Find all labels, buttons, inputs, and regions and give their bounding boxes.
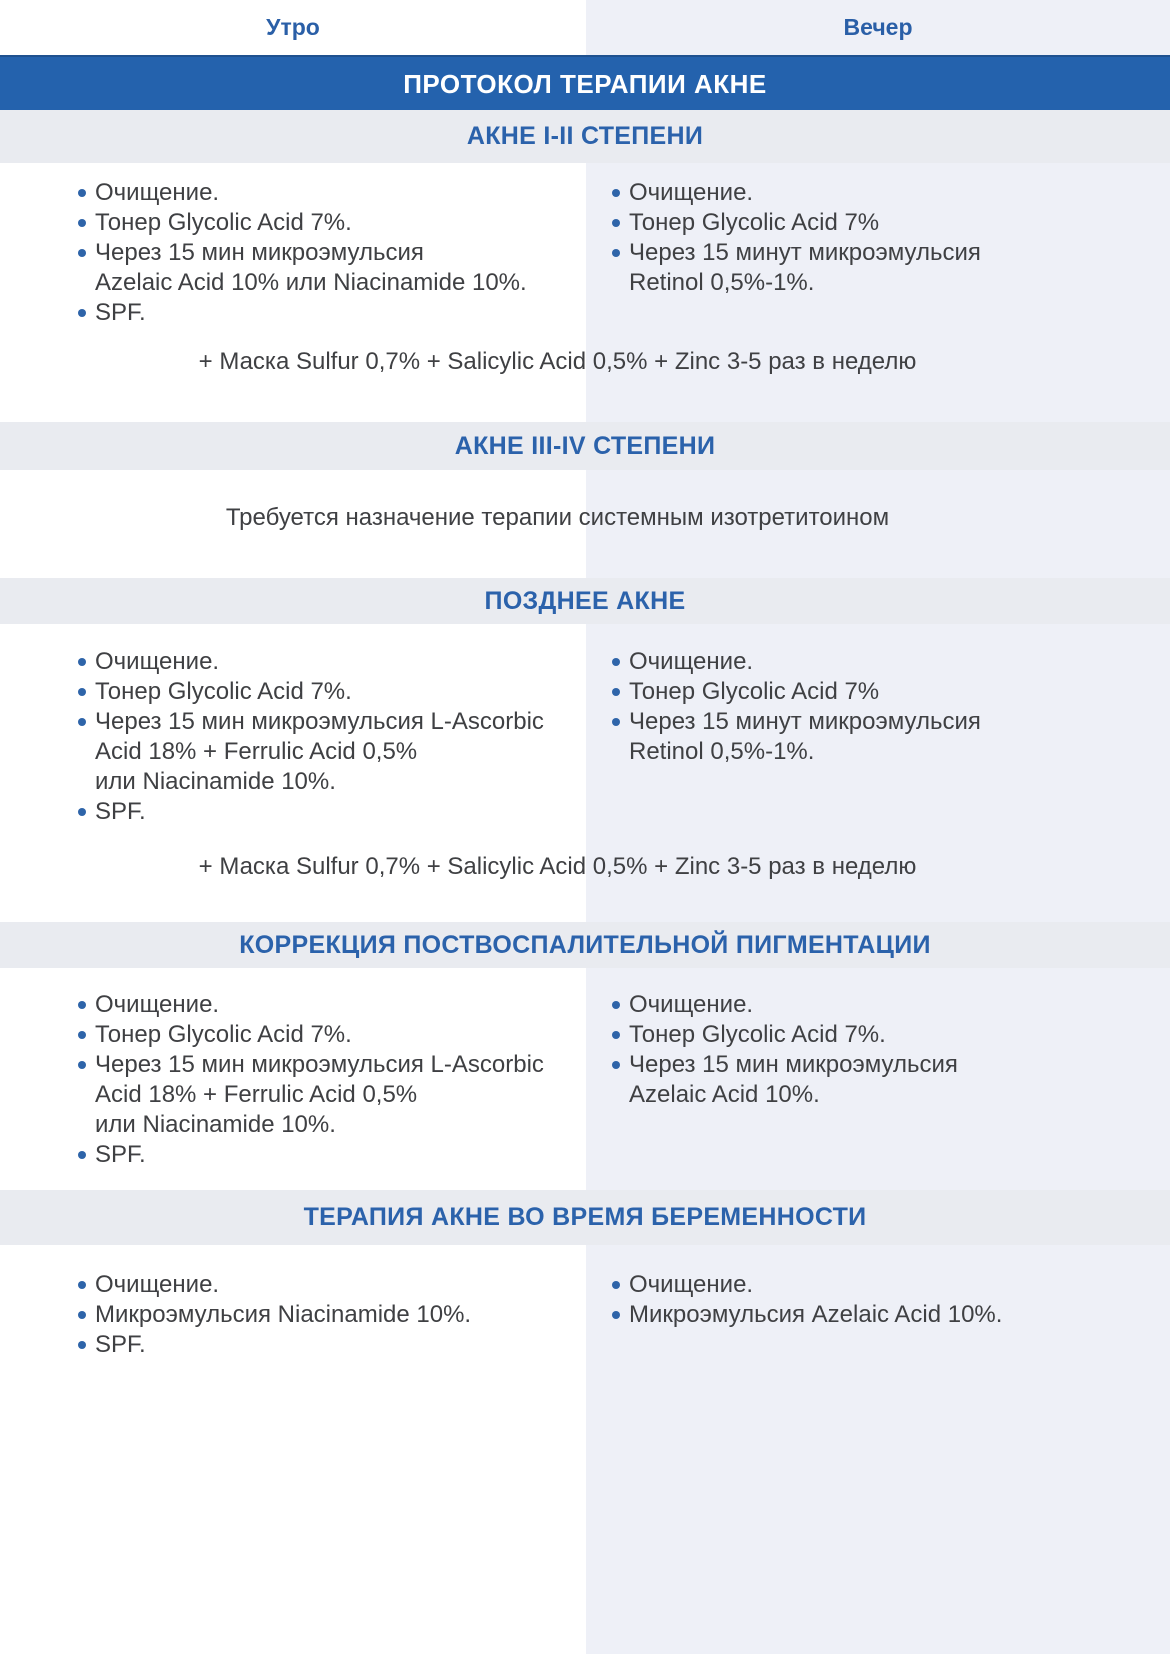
morning-list-late-acne xyxy=(0,647,586,827)
two-column-row xyxy=(0,1270,1170,1360)
mask-note-late-acne: + Маска Sulfur 0,7% + Salicylic Acid 0,5% + Zinc 3-5 раз в неделю xyxy=(198,853,917,880)
list-item: Через 15 мин микроэмульсия L-Ascorbic xyxy=(78,707,586,737)
list-item: Тонер Glycolic Acid 7% xyxy=(612,677,1170,707)
morning-list-acne-1-2 xyxy=(0,178,586,328)
section-content-pigmentation xyxy=(0,968,1170,1190)
list-item: Тонер Glycolic Acid 7%. xyxy=(612,1020,1170,1050)
column-headers xyxy=(0,0,1170,55)
document-title-banner: ПРОТОКОЛ ТЕРАПИИ АКНЕ xyxy=(0,55,1170,110)
list-item: Очищение. xyxy=(78,178,586,208)
list-item: Retinol 0,5%-1%. xyxy=(629,738,815,765)
systemic-therapy-note: Требуется назначение терапии системным изотретитоином xyxy=(225,504,890,531)
list-item: Acid 18% + Ferrulic Acid 0,5% xyxy=(95,738,418,765)
column-header-morning: Утро xyxy=(266,14,320,40)
morning-list-pregnancy xyxy=(0,1270,586,1360)
two-column-row xyxy=(0,990,1170,1170)
list-item: Микроэмульсия Azelaic Acid 10%. xyxy=(612,1300,1170,1330)
column-header-evening: Вечер xyxy=(843,14,913,40)
list-item: Тонер Glycolic Acid 7% xyxy=(612,208,1170,238)
list-item: Azelaic Acid 10%. xyxy=(629,1081,820,1108)
list-item: Через 15 минут микроэмульсия xyxy=(612,238,1170,268)
list-item: или Niacinamide 10%. xyxy=(95,1111,336,1138)
evening-list-pigmentation xyxy=(586,990,1170,1170)
list-item: Очищение. xyxy=(78,1270,586,1300)
list-item: Очищение. xyxy=(78,990,586,1020)
list-item: Очищение. xyxy=(78,647,586,677)
section-title-acne-3-4: АКНЕ III-IV СТЕПЕНИ xyxy=(0,422,1170,470)
two-column-row xyxy=(0,178,1170,328)
list-item: SPF. xyxy=(78,1330,586,1360)
evening-list-late-acne xyxy=(586,647,1170,827)
list-item: SPF. xyxy=(78,797,586,827)
section-content-acne-1-2 xyxy=(0,163,1170,422)
mask-note-acne-1-2: + Маска Sulfur 0,7% + Salicylic Acid 0,5% + Zinc 3-5 раз в неделю xyxy=(198,348,917,375)
section-content-pregnancy xyxy=(0,1245,1170,1654)
section-content-acne-3-4 xyxy=(0,470,1170,578)
list-item: Тонер Glycolic Acid 7%. xyxy=(78,1020,586,1050)
list-item: Azelaic Acid 10% или Niacinamide 10%. xyxy=(95,269,527,296)
morning-list-pigmentation xyxy=(0,990,586,1170)
list-item: Через 15 мин микроэмульсия L-Ascorbic xyxy=(78,1050,586,1080)
list-item: Очищение. xyxy=(612,1270,1170,1300)
section-title-late-acne: ПОЗДНЕЕ АКНЕ xyxy=(0,578,1170,624)
section-content-late-acne xyxy=(0,624,1170,922)
list-item: или Niacinamide 10%. xyxy=(95,768,336,795)
section-title-pregnancy: ТЕРАПИЯ АКНЕ ВО ВРЕМЯ БЕРЕМЕННОСТИ xyxy=(0,1190,1170,1245)
section-title-pigmentation: КОРРЕКЦИЯ ПОСТВОСПАЛИТЕЛЬНОЙ ПИГМЕНТАЦИИ xyxy=(0,922,1170,968)
list-item: Очищение. xyxy=(612,647,1170,677)
list-item: Через 15 мин микроэмульсия xyxy=(78,238,586,268)
evening-list-pregnancy xyxy=(586,1270,1170,1360)
list-item: SPF. xyxy=(78,298,586,328)
list-item: Через 15 минут микроэмульсия xyxy=(612,707,1170,737)
list-item: Очищение. xyxy=(612,178,1170,208)
list-item: Acid 18% + Ferrulic Acid 0,5% xyxy=(95,1081,418,1108)
evening-list-acne-1-2 xyxy=(586,178,1170,328)
list-item: Тонер Glycolic Acid 7%. xyxy=(78,677,586,707)
two-column-row xyxy=(0,647,1170,827)
list-item: Тонер Glycolic Acid 7%. xyxy=(78,208,586,238)
list-item: Микроэмульсия Niacinamide 10%. xyxy=(78,1300,586,1330)
list-item: Очищение. xyxy=(612,990,1170,1020)
list-item: Через 15 мин микроэмульсия xyxy=(612,1050,1170,1080)
list-item: SPF. xyxy=(78,1140,586,1170)
section-title-acne-1-2: АКНЕ I-II СТЕПЕНИ xyxy=(0,110,1170,163)
list-item: Retinol 0,5%-1%. xyxy=(629,269,815,296)
